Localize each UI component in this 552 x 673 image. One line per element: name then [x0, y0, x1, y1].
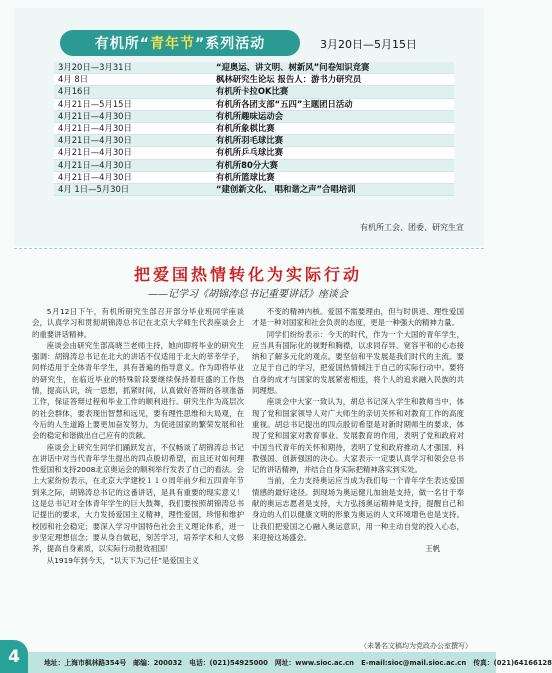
schedule-row [54, 123, 454, 135]
footer-contact [44, 657, 552, 667]
schedule-row [54, 62, 454, 74]
schedule-date: 4月 1日—5月30日 [54, 184, 212, 196]
schedule-table [54, 62, 454, 196]
organizers-credit: 有机所工会、团委、研究生宣 [360, 223, 464, 232]
article-title: 把爱国热情转化为实际行动 [133, 265, 362, 284]
schedule-date: 4月21日—4月30日 [54, 171, 212, 183]
schedule-event: 有机所卡拉OK比赛 [212, 86, 454, 98]
footer-fax: 传真：(021)64166128 [473, 659, 552, 667]
banner-date-range: 3月20日—5月15日 [320, 38, 417, 51]
schedule-row [54, 98, 454, 110]
page-number: 4 [0, 640, 28, 673]
schedule-date: 4月21日—4月30日 [54, 123, 212, 135]
schedule-date: 4月21日—4月30日 [54, 135, 212, 147]
schedule-row [54, 110, 454, 122]
schedule-row [54, 184, 454, 196]
footer-phone: 电话：(021)54925000 [189, 659, 268, 667]
schedule-date: 4月21日—4月30日 [54, 147, 212, 159]
article-signature: 王帆 [425, 544, 440, 554]
attribution-note: （未署名文稿均为党政办公室撰写） [360, 642, 472, 650]
article-paragraph: 当前，全力支持奥运应当成为我们每一个青年学生表达爱国情感的最好途径。到现场为奥运健儿加油是支持，做一名甘于奉献的奥运志愿者是支持，大力弘扬奥运精神是支持，提醒自己和身边的人们以健康文明的形象为奥运的人文环境增色也是支持。让我们把爱国之心融入奥运意识，用一种主动自觉的投入心态，来迎接这场盛会。 [252, 476, 464, 542]
footer-website[interactable]: 网址：www.sioc.ac.cn [274, 659, 355, 667]
banner-suffix: ”系列活动 [195, 36, 266, 52]
schedule-row [54, 147, 454, 159]
article-column-left [32, 306, 244, 566]
schedule-event: “建创新文化、 唱和谐之声”合唱培训 [212, 184, 454, 196]
schedule-row [54, 171, 454, 183]
schedule-event: 有机所篮球比赛 [212, 171, 454, 183]
article-paragraph: 座谈会由研究生部高晓兰老师主持，她向即将毕业的研究生强调：胡锦涛总书记在北大的讲话不仅适用于北大的莘莘学子，同样适用于全体青年学生，具有普遍的指导意义。作为即将毕业的研究生，在临近毕业的特殊阶段要继续保持着旺盛的工作热情，提高认识，统一思想，抓紧时间，认真做好答辩的各项准备工作，保证答辩过程和毕业工作的顺利进行。研究生作为高层次的社会群体，要表现出智慧和远见，要有理性思维和大局观，在今后的人生道路上要更加奋发努力，为促进国家的繁荣发展和社会的稳定和谐做出自己应有的贡献。 [32, 340, 244, 441]
schedule-event: 有机所乒乓球比赛 [212, 147, 454, 159]
schedule-row [54, 135, 454, 147]
section-divider [14, 248, 484, 252]
article-paragraph: 座谈会中大家一致认为，胡总书记深入学生和教师当中，体现了党和国家领导人对广大师生的亲切关怀和对教育工作的高度重视。胡总书记提出的四点殷切希望是对新时期师生的要求，体现了党和国家对教育事业、发展教育的作用，表明了党和政府对中国当代青年的关怀和期待，表明了党和政府推动人才强国、科教强国、创新强国的决心。大家表示一定要认真学习和领会总书记的讲话精神，并结合自身实际把精神落实到实处。 [252, 397, 464, 475]
footer-postcode: 邮编：200032 [133, 659, 183, 667]
article-paragraph: 座谈会上研究生同学们踊跃发言，不仅畅谈了胡锦涛总书记在讲话中对当代青年学生提出的四点殷切希望，而且还对如何理性爱国和支持2008北京奥运会的顺利举行发表了自己的看法。会上大家纷纷表示，在北京大学建校１１０周年前夕和五四青年节到来之际，胡锦涛总书记的这番讲话，是具有重要的现实意义！这是总书记对全体青年学生的巨大鼓舞，我们要按照胡锦涛总书记提出的要求，大力发扬爱国主义精神，理性爱国，珍惜和维护校园和社会稳定；要深入学习中国特色社会主义理论体系，进一步坚定理想信念；要从身自做起，刻苦学习，培养学术和人文修养，提高自身素质，以实际行动报效祖国！ [32, 442, 244, 554]
schedule-event: “迎奥运、讲文明、树新风”问卷知识竞赛 [212, 62, 454, 74]
schedule-date: 3月20日—3月31日 [54, 62, 212, 74]
schedule-row [54, 74, 454, 86]
banner-prefix: 有机所“ [94, 36, 150, 52]
schedule-date: 4月21日—4月30日 [54, 110, 212, 122]
activity-banner [60, 30, 300, 56]
footer-address: 地址：上海市枫林路354号 [44, 659, 127, 667]
article-paragraph: 不变的精神内核。爱国不需要理由，但与时俱进、理性爱国才是一种对国家和社会负责的态度，更是一种强大的精神力量。 [252, 307, 464, 328]
schedule-event: 枫林研究生论坛 报告人：游书力研究员 [212, 74, 454, 86]
article-paragraph: 5月12日下午，有机所研究生部召开部分毕业班同学座谈会，认真学习和贯彻胡锦涛总书记在北京大学师生代表座谈会上的重要讲话精神。 [32, 307, 244, 339]
article-column-right [252, 306, 464, 555]
schedule-event: 有机所趣味运动会 [212, 110, 454, 122]
banner-highlight: 青年节 [150, 36, 195, 52]
schedule-date: 4月21日—5月15日 [54, 98, 212, 110]
footer-email[interactable]: E-mail:sioc@mail.sioc.ac.cn [361, 659, 467, 667]
article-paragraph: 同学们纷纷表示：今天的时代，作为一个大国的青年学生，应当具有国际化的视野和胸襟，以求同存异、宽容平和的心态接纳和了解多元化的观点。要坚信和平发展是我们时代的主流。要立足于自己的学习，把爱国热情倾注于自己的实际行动中。要将自身的成才与国家的发展紧密相连，将个人的追求融入民族的共同理想。 [252, 329, 464, 396]
schedule-event: 有机所羽毛球比赛 [212, 135, 454, 147]
schedule-row [54, 159, 454, 171]
schedule-date: 4月 8日 [54, 74, 212, 86]
schedule-date: 4月16日 [54, 86, 212, 98]
schedule-event: 有机所各团支部“五四”主题团日活动 [212, 98, 454, 110]
schedule-event: 有机所象棋比赛 [212, 123, 454, 135]
schedule-row [54, 86, 454, 98]
article-paragraph: 从1919年到今天，“以天下为己任”是爱国主义 [46, 555, 199, 565]
schedule-event: 有机所80分大赛 [212, 159, 454, 171]
schedule-date: 4月21日—4月30日 [54, 159, 212, 171]
article-subtitle: ——记学习《胡锦涛总书记重要讲话》座谈会 [148, 289, 348, 300]
